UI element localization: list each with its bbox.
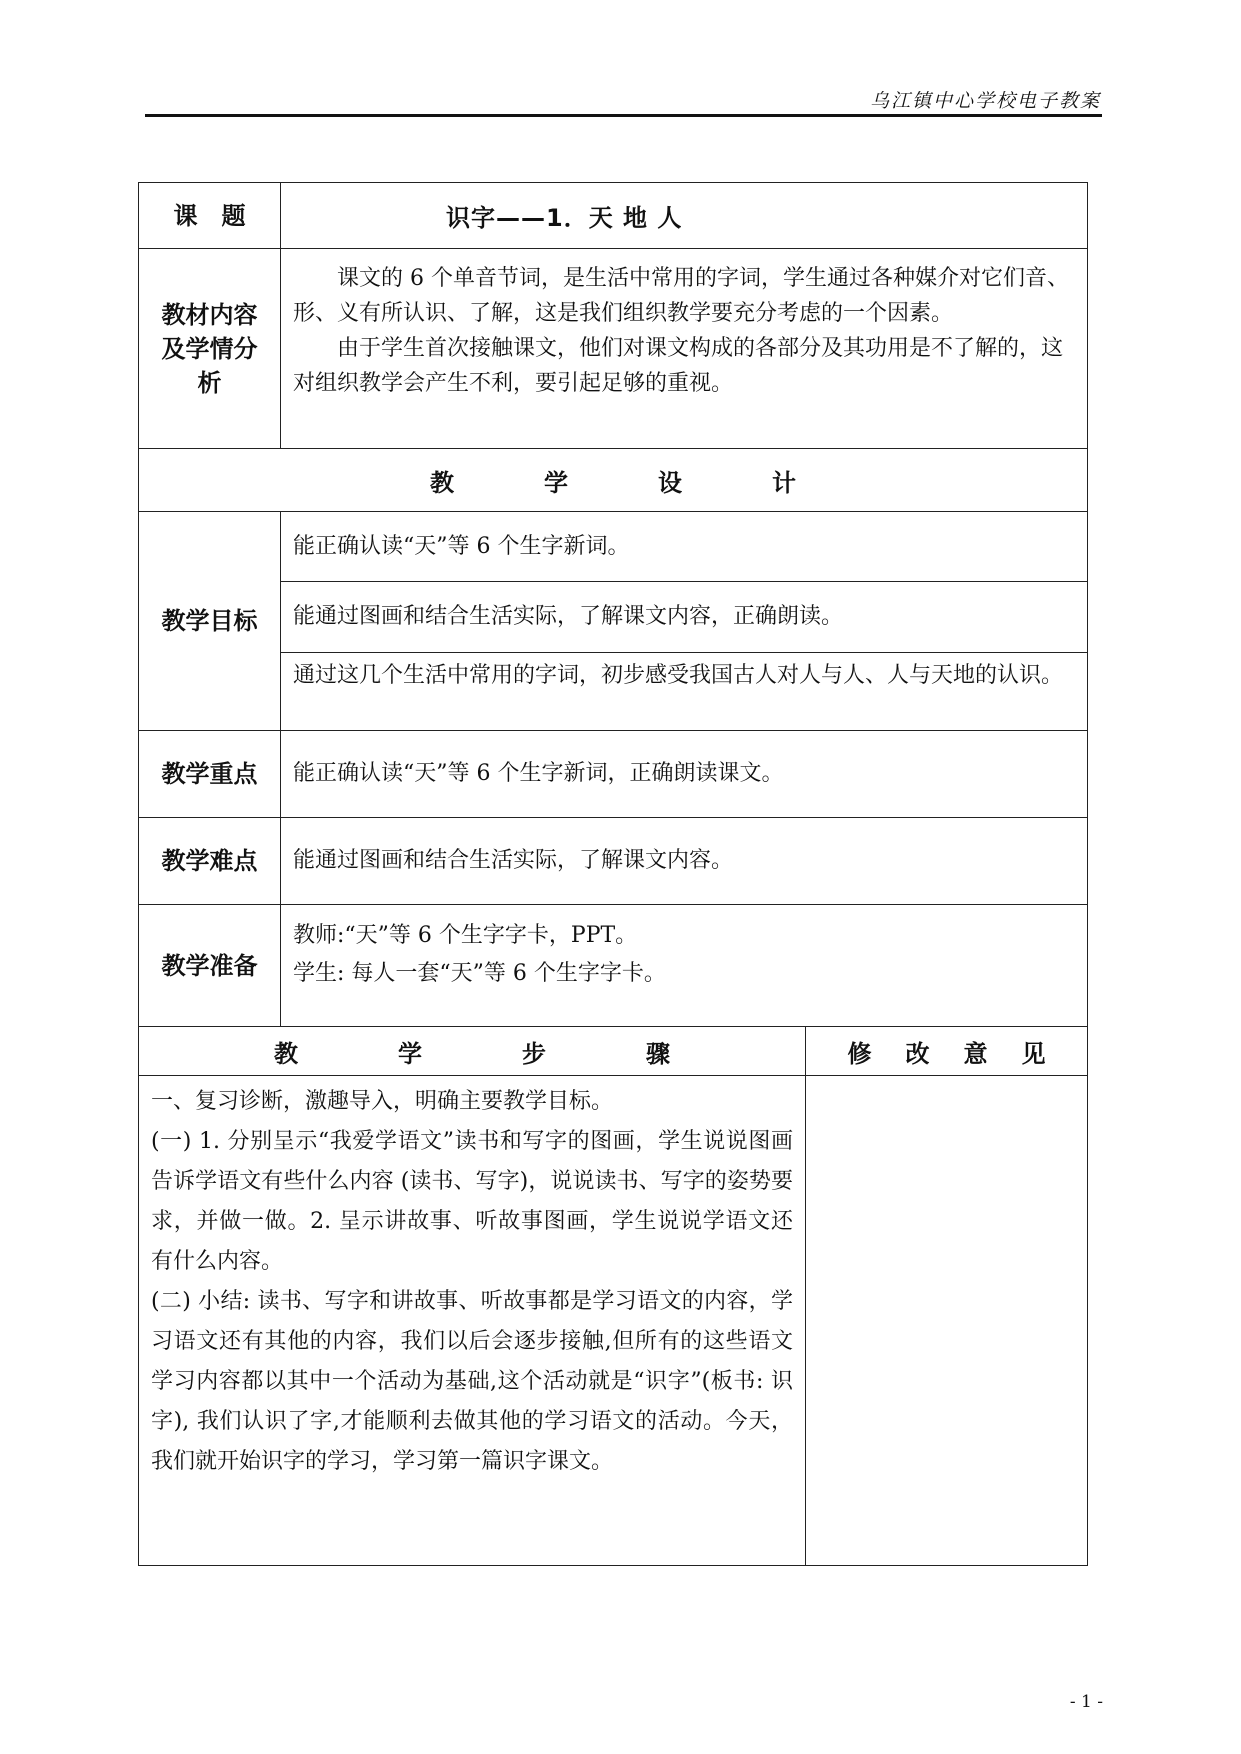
goal-item: 能正确认读“天”等 6 个生字新词。 [280,511,1088,582]
key-points-label: 教学重点 [138,730,281,818]
header-rule [145,114,1102,117]
preparation-line: 学生: 每人一套“天”等 6 个生字字卡。 [293,961,666,986]
page-number: - 1 - [1069,1692,1103,1712]
goal-item: 能通过图画和结合生活实际，了解课文内容，正确朗读。 [280,581,1088,653]
steps-heading [138,1026,806,1076]
difficulties-label: 教学难点 [138,817,281,905]
preparation-cell [280,904,1088,1027]
step-paragraph: (一) 1. 分别呈示“我爱学语文”读书和写字的图画，学生说说图画告诉学语文有些什么内容 (读书、写字)，说说读书、写字的姿势要求，并做一做。2. 呈示讲故事、听故事图画，学生说说学语文还有什么内容。 [151,1129,793,1274]
analysis-cell [280,248,1088,449]
design-heading-char: 教 [430,468,454,497]
analysis-label: 教材内容及学情分析 [138,248,281,449]
revision-heading-char: 改 [905,1039,930,1068]
steps-heading-char: 学 [398,1039,422,1068]
key-points-value: 能正确认读“天”等 6 个生字新词，正确朗读课文。 [280,730,1088,818]
design-heading-char: 学 [544,468,568,497]
preparation-label: 教学准备 [138,904,281,1027]
goals-label: 教学目标 [138,511,281,731]
steps-heading-char: 教 [274,1039,298,1068]
analysis-paragraph: 由于学生首次接触课文，他们对课文构成的各部分及其功用是不了解的，这对组织教学会产生不利，要引起足够的重视。 [293,336,1064,396]
title-cell [280,182,1088,249]
revision-heading [805,1026,1088,1076]
design-heading-char: 计 [772,468,796,497]
design-heading [138,448,1088,512]
title-label: 课 题 [138,182,281,249]
revision-notes-cell [805,1075,1088,1566]
step-paragraph: 一、复习诊断，激趣导入，明确主要教学目标。 [151,1089,614,1114]
goal-item: 通过这几个生活中常用的字词，初步感受我国古人对人与人、人与天地的认识。 [280,652,1088,731]
header-school-name: 乌江镇中心学校电子教案 [869,90,1101,112]
revision-heading-char: 修 [847,1039,872,1068]
revision-heading-char: 意 [963,1039,988,1068]
revision-heading-char: 见 [1021,1039,1046,1068]
preparation-line: 教师:“天”等 6 个生字字卡，PPT。 [293,923,638,948]
difficulties-value: 能通过图画和结合生活实际，了解课文内容。 [280,817,1088,905]
analysis-paragraph: 课文的 6 个单音节词，是生活中常用的字词，学生通过各种媒介对它们音、形、义有所认识、了解，这是我们组织教学要充分考虑的一个因素。 [293,266,1069,326]
step-paragraph: (二) 小结: 读书、写字和讲故事、听故事都是学习语文的内容，学习语文还有其他的内容，我们以后会逐步接触,但所有的这些语文学习内容都以其中一个活动为基础,这个活动就是“识字”(板书: 识字), 我们认识了字,才能顺利去做其他的学习语文的活动。今天，我们就开始识字的学习，学习第一篇识字课文。 [151,1289,793,1474]
design-heading-char: 设 [658,468,682,497]
steps-heading-char: 骤 [646,1039,670,1068]
steps-heading-char: 步 [522,1039,546,1068]
steps-body [138,1075,806,1566]
lesson-title: 识字——1．天 地 人 [446,204,683,232]
